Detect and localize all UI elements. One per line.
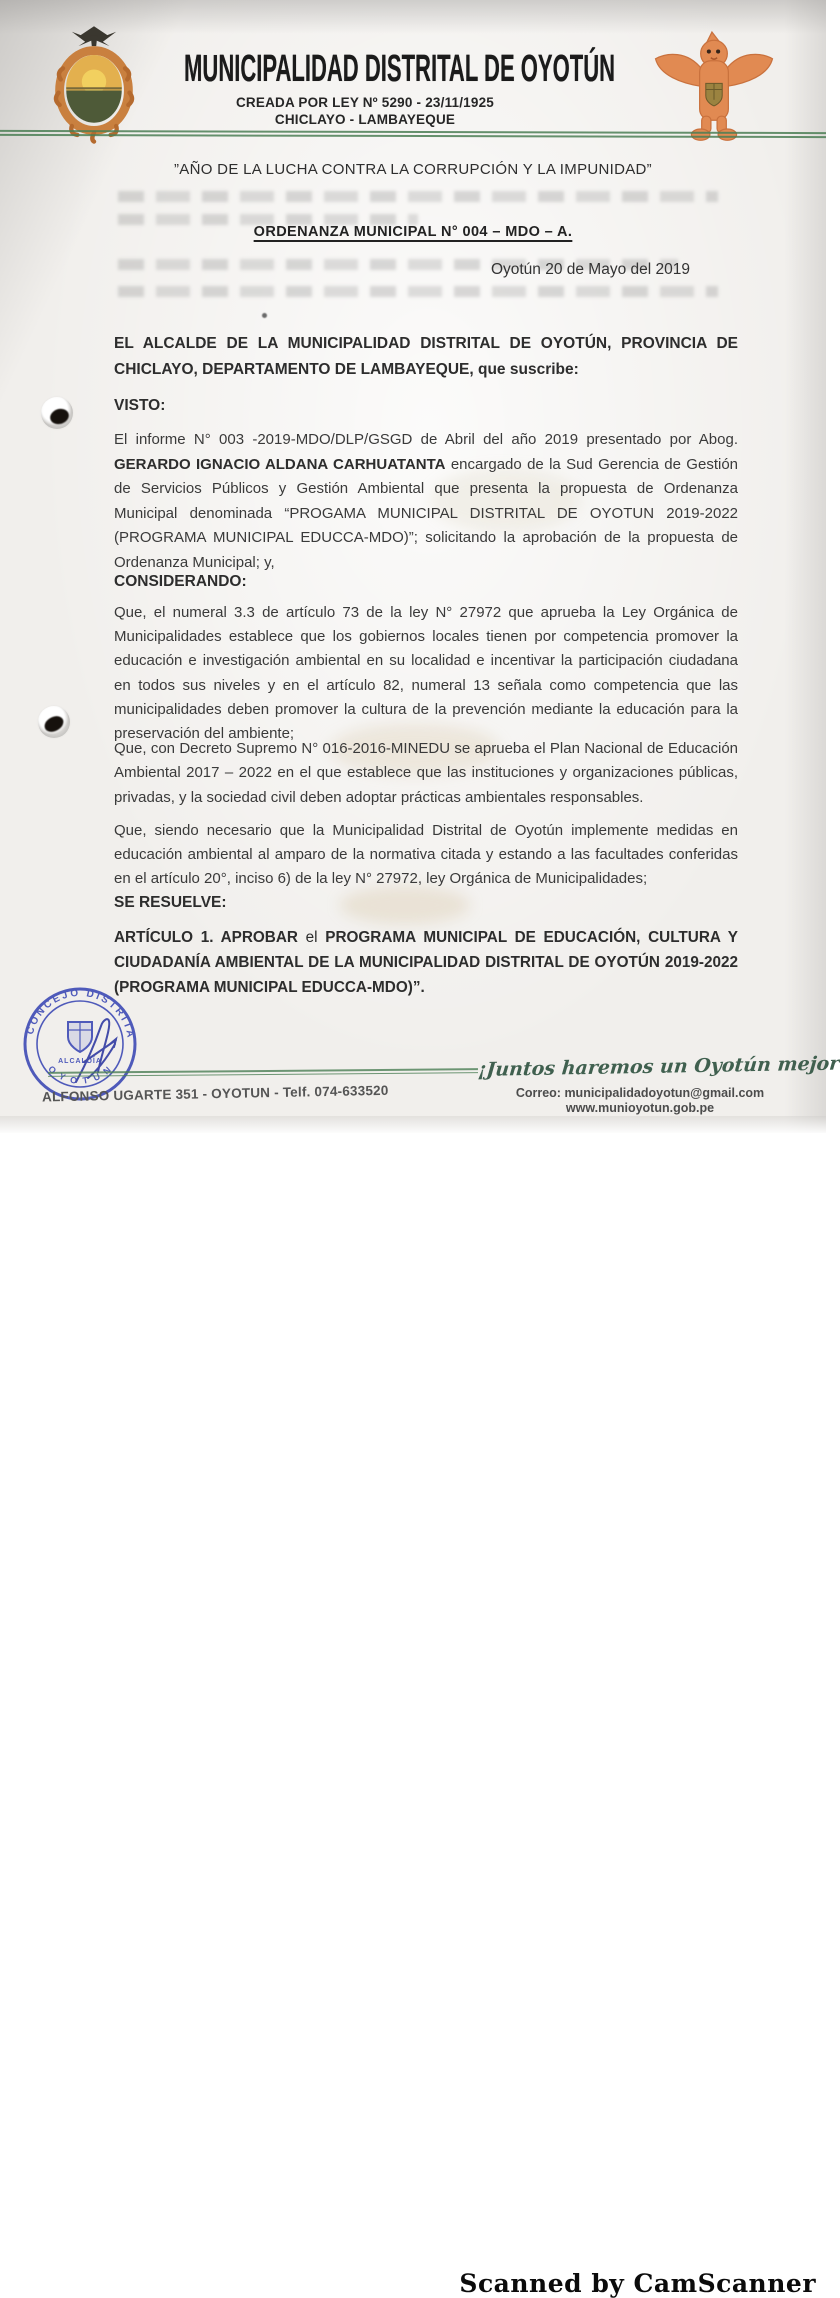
considerando-paragraph-3: Que, siendo necesario que la Municipalidad Distrital de Oyotún implemente medidas en educación ambiental al amparo de la normativa citada y estando a las facultades conferidas en el artículo 20°, inciso 6) de la ley N° 27972, ley Orgánica de Municipalidades; bbox=[114, 822, 738, 888]
articulo-paragraph: ARTÍCULO 1. APROBAR el PROGRAMA MUNICIPAL DE EDUCACIÓN, CULTURA Y CIUDADANÍA AMBIENTAL DE LA MUNICIPALIDAD DISTRITAL DE OYOTÚN 2019-2022 (PROGRAMA MUNICIPAL EDUCCA-MDO)”. bbox=[114, 929, 738, 996]
scanner-band bbox=[0, 1133, 826, 2298]
footer-email: Correo: municipalidadoyotun@gmail.com bbox=[515, 1086, 765, 1100]
considerando-paragraph-2: Que, con Decreto Supremo N° 016-2016-MINEDU se aprueba el Plan Nacional de Educación Ambiental 2017 – 2022 en el que establece que las instituciones y organizaciones públicas, privadas, y la sociedad civil deben adoptar prácticas ambientales responsables. bbox=[114, 740, 738, 806]
visto-heading: VISTO: bbox=[114, 397, 166, 414]
ink-dot bbox=[262, 313, 267, 318]
header-location-line: CHICLAYO - LAMBAYEQUE bbox=[274, 112, 456, 127]
considerando-heading: CONSIDERANDO: bbox=[114, 573, 247, 590]
ordinance-title: ORDENANZA MUNICIPAL N° 004 – MDO – A. bbox=[253, 224, 573, 240]
considerando-paragraph-1: Que, el numeral 3.3 de artículo 73 de la ley N° 27972 que aprueba la Ley Orgánica de Municipalidades establece que los gobiernos locales tienen por competencia promover la educación e investigación ambiental en su localidad e incentivar la participación ciudadana en todos sus niveles y en el artículo 82, numeral 13 señala como competencia que las municipalidades deben promover la cultura de la prevención mediante la educación para la preservación del ambiente; bbox=[114, 604, 738, 743]
bleedthrough-line bbox=[118, 286, 718, 297]
stamp-arc-bottom: O Y O T U N bbox=[46, 1063, 115, 1086]
footer-website: www.munioyotun.gob.pe bbox=[565, 1101, 715, 1115]
resuelve-heading: SE RESUELVE: bbox=[114, 894, 227, 911]
header-title: MUNICIPALIDAD DISTRITAL DE OYOTÚN bbox=[184, 48, 616, 90]
footer-slogan: ¡Juntos haremos un Oyotún mejor bbox=[477, 1052, 840, 1081]
date-line: Oyotún 20 de Mayo del 2019 bbox=[490, 261, 690, 278]
camscanner-watermark: Scanned by CamScanner bbox=[459, 2269, 816, 2298]
hole-punch-top bbox=[41, 397, 73, 429]
header-law-line: CREADA POR LEY Nº 5290 - 23/11/1925 bbox=[235, 95, 495, 110]
salutation: EL ALCALDE DE LA MUNICIPALIDAD DISTRITAL DE OYOTÚN, PROVINCIA DE CHICLAYO, DEPARTAMENTO DE LAMBAYEQUE, que suscribe: bbox=[114, 335, 738, 378]
bleedthrough-line bbox=[118, 191, 718, 202]
footer-address: ALFONSO UGARTE 351 - OYOTUN - Telf. 074-633520 bbox=[41, 1082, 389, 1105]
document-page bbox=[0, 0, 840, 1134]
stamp-arc-top: CONCEJO DISTRITAL bbox=[13, 978, 136, 1041]
hole-punch-bottom bbox=[38, 706, 70, 738]
visto-paragraph: El informe N° 003 -2019-MDO/DLP/GSGD de Abril del año 2019 presentado por Abog. GERARDO IGNACIO ALDANA CARHUATANTA encargado de la Sud Gerencia de Gestión de Servicios Públicos y Gestión Ambiental que presenta la propuesta de Ordenanza Municipal denominada “PROGAMA MUNICIPAL DISTRITAL DE OYOTUN 2019-2022 (PROGRAMA MUNICIPAL EDUCCA-MDO)”; solicitando la aprobación de la propuesta de Ordenanza Municipal; y, bbox=[114, 431, 738, 571]
stamp-center-label: ALCALDÍA bbox=[58, 1058, 102, 1065]
motto: ”AÑO DE LA LUCHA CONTRA LA CORRUPCIÓN Y LA IMPUNIDAD” bbox=[174, 161, 652, 178]
